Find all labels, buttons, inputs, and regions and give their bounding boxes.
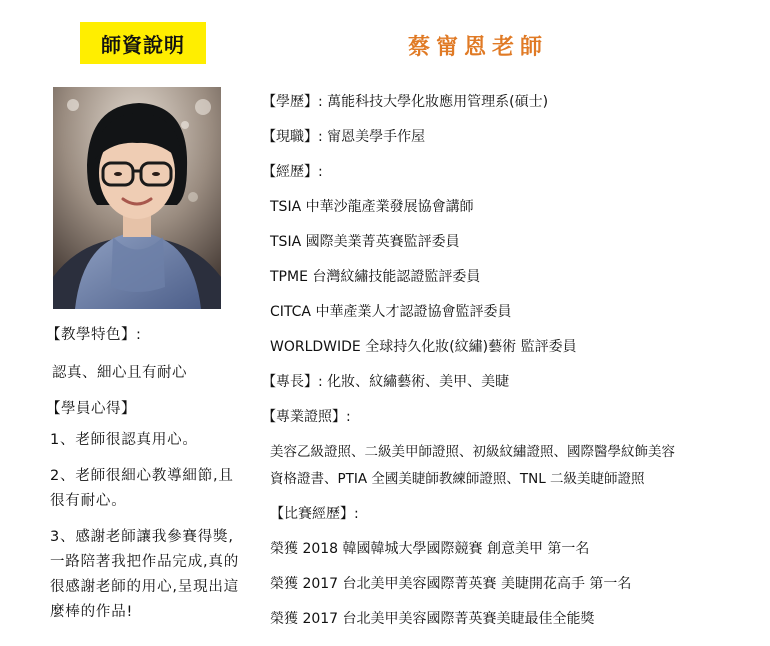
contest-title: 【比賽經歷】: — [270, 506, 359, 522]
teaching-features-title: 【教學特色】: — [46, 327, 142, 343]
experience-item: TSIA 國際美業菁英賽監評委員 — [270, 234, 460, 250]
experience-item: TPME 台灣紋繡技能認證監評委員 — [270, 269, 481, 285]
teacher-photo — [53, 87, 221, 309]
experience-item: TSIA 中華沙龍產業發展協會講師 — [270, 199, 474, 215]
feedback-item: 1、老師很認真用心。 — [50, 432, 198, 448]
experience-item: CITCA 中華產業人才認證協會監評委員 — [270, 304, 512, 320]
student-feedback-title: 【學員心得】 — [46, 401, 136, 417]
certificates-line: 資格證書、PTIA 全國美睫師教練師證照、TNL 二級美睫師證照 — [270, 471, 645, 487]
specialty: 【專長】: 化妝、紋繡藝術、美甲、美睫 — [262, 374, 510, 390]
certificates-line: 美容乙級證照、二級美甲師證照、初級紋繡證照、國際醫學紋飾美容 — [270, 444, 675, 460]
education: 【學歷】: 萬能科技大學化妝應用管理系(碩士) — [262, 94, 549, 110]
section-badge: 師資說明 — [80, 22, 206, 64]
contest-item: 榮獲 2017 台北美甲美容國際菁英賽 美睫開花高手 第一名 — [270, 576, 632, 592]
feedback-item: 2、老師很細心教導細節,且很有耐心。 — [50, 468, 234, 509]
certificates-title: 【專業證照】: — [262, 409, 351, 425]
teaching-features-text: 認真、細心且有耐心 — [52, 365, 187, 381]
experience-title: 【經歷】: — [262, 164, 323, 180]
teacher-name: 蔡甯恩老師 — [408, 35, 549, 60]
experience-item: WORLDWIDE 全球持久化妝(紋繡)藝術 監評委員 — [270, 339, 577, 355]
feedback-item: 3、感謝老師讓我參賽得獎,一路陪著我把作品完成,真的很感謝老師的用心,呈現出這麼棒的作品! — [50, 529, 240, 620]
contest-item: 榮獲 2018 韓國韓城大學國際競賽 創意美甲 第一名 — [270, 541, 590, 557]
teacher-portrait-icon — [53, 87, 221, 309]
current-position: 【現職】: 甯恩美學手作屋 — [262, 129, 426, 145]
contest-item: 榮獲 2017 台北美甲美容國際菁英賽美睫最佳全能獎 — [270, 611, 595, 627]
